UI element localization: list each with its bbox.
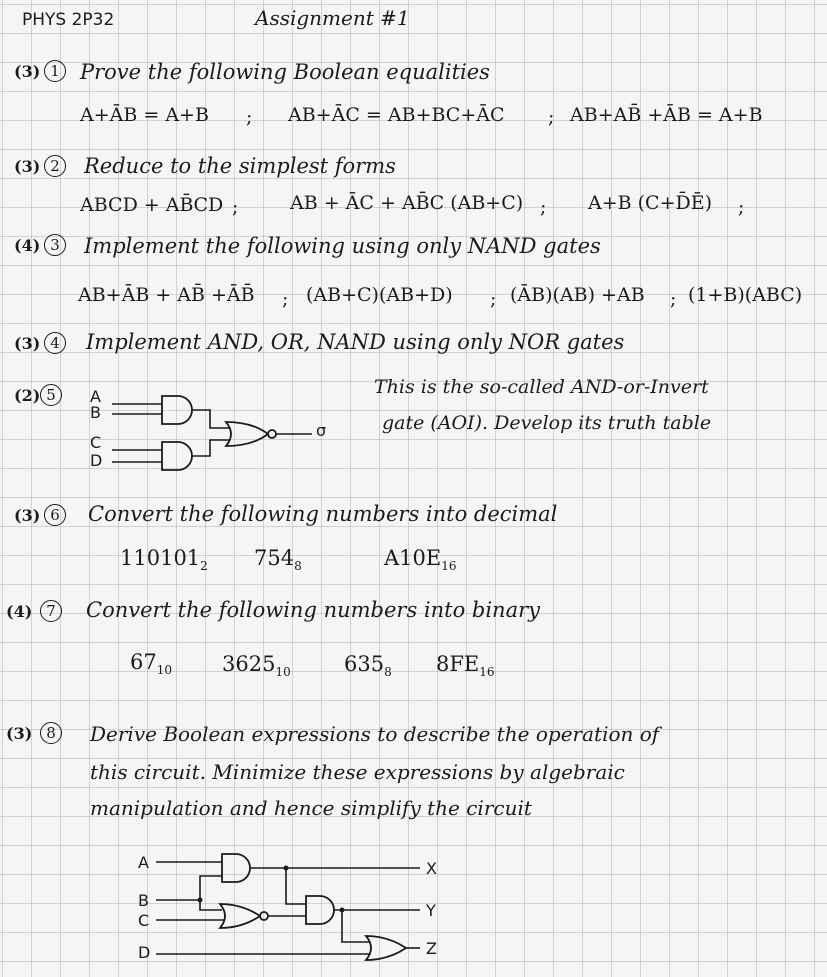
q8-output-y: Y	[426, 901, 436, 920]
q3-sep-2: ;	[490, 288, 497, 310]
q4-prompt: Implement AND, OR, NAND using only NOR gates	[86, 330, 625, 354]
q4-number: 4	[44, 332, 66, 354]
q2-sep-1: ;	[232, 196, 239, 218]
q3-prompt: Implement the following using only NAND gates	[84, 234, 601, 258]
q2-prompt: Reduce to the simplest forms	[84, 154, 396, 178]
q1-sep-1: ;	[246, 106, 253, 128]
q1-eq-3: AB+AB̄ +ĀB = A+B	[570, 104, 763, 126]
aoi-nor-gate	[226, 422, 268, 446]
aoi-and-gate-top	[162, 396, 192, 424]
q8-junction-b	[198, 898, 203, 903]
q8-output-z: Z	[426, 939, 437, 958]
q3-expr-1: AB+ĀB + AB̄ +ĀB̄	[78, 284, 255, 306]
assignment-title: Assignment #1	[255, 6, 410, 30]
q7-number-4: $8FE_{16}$	[436, 652, 495, 680]
q1-eq-1: A+ĀB = A+B	[80, 104, 209, 126]
q8-wire-and1-branch	[286, 868, 306, 904]
aoi-input-a: A	[90, 387, 101, 406]
q8-line-3: manipulation and hence simplify the circuit	[90, 796, 532, 820]
course-code: PHYS 2P32	[22, 10, 115, 30]
q3-sep-1: ;	[282, 288, 289, 310]
q5-text-line-2: gate (AOI). Develop its truth table	[382, 412, 712, 434]
q3-points: (4)	[14, 236, 41, 255]
q6-number-2: $754_8$	[254, 546, 302, 574]
aoi-input-d: D	[90, 451, 103, 470]
q3-expr-4: (1+B)(ABC)	[688, 284, 803, 306]
q1-eq-2: AB+ĀC = AB+BC+ĀC	[288, 104, 505, 126]
q8-input-a: A	[138, 853, 149, 872]
q8-input-d: D	[138, 943, 151, 962]
q8-input-b: B	[138, 891, 149, 910]
q8-output-x: X	[426, 859, 437, 878]
q4-points: (3)	[14, 334, 41, 353]
q7-points: (4)	[6, 602, 33, 621]
q7-number: 7	[40, 600, 62, 622]
q6-number-1: $110101_2$	[120, 546, 208, 574]
aoi-input-b: B	[90, 403, 101, 422]
q3-number: 3	[44, 234, 66, 256]
q6-prompt: Convert the following numbers into decimal	[88, 502, 558, 526]
q1-prompt: Prove the following Boolean equalities	[80, 60, 490, 84]
q5-number: 5	[40, 384, 62, 406]
q5-text-line-1: This is the so-called AND-or-Invert	[374, 376, 709, 398]
q2-expr-2: AB + ĀC + AB̄C (AB+C)	[290, 192, 524, 214]
q6-points: (3)	[14, 506, 41, 525]
q8-nor-gate-1	[220, 904, 260, 928]
q8-or-gate	[366, 936, 406, 960]
aoi-output-label: σ	[316, 421, 327, 440]
q7-number-2: $3625_{10}$	[222, 652, 291, 680]
q7-prompt: Convert the following numbers into binary	[86, 598, 541, 622]
q8-circuit	[130, 848, 460, 970]
aoi-wire-and2-out	[192, 440, 230, 456]
q1-sep-2: ;	[548, 106, 555, 128]
q3-expr-2: (AB+C)(AB+D)	[306, 284, 453, 306]
q2-number: 2	[44, 155, 66, 177]
q8-line-1: Derive Boolean expressions to describe the operation of	[90, 722, 660, 746]
q8-wire-b	[156, 876, 222, 900]
q3-expr-3: (ĀB)(AB) +AB	[510, 284, 645, 306]
q8-line-2: this circuit. Minimize these expressions by algebraic	[90, 760, 625, 784]
q8-wire-b-branch	[200, 900, 222, 910]
aoi-and-gate-bottom	[162, 442, 192, 470]
q8-and-gate-2	[306, 896, 334, 924]
q8-wire-and2-branch	[342, 910, 370, 942]
q3-sep-3: ;	[670, 288, 677, 310]
q2-points: (3)	[14, 157, 41, 176]
q2-sep-3: ;	[738, 196, 745, 218]
q1-number: 1	[44, 60, 66, 82]
q6-number-3: $A10E_{16}$	[384, 546, 457, 574]
q7-number-1: $67_{10}$	[130, 650, 173, 678]
q8-number: 8	[40, 722, 62, 744]
q2-sep-2: ;	[540, 196, 547, 218]
aoi-wire-and1-out	[192, 410, 230, 428]
q1-points: (3)	[14, 62, 41, 81]
q8-input-c: C	[138, 911, 150, 930]
q7-number-3: $635_8$	[344, 652, 392, 680]
aoi-circuit	[80, 384, 370, 484]
aoi-input-c: C	[90, 433, 102, 452]
q8-and-gate-1	[222, 854, 250, 882]
q8-points: (3)	[6, 724, 33, 743]
q5-points: (2)	[14, 386, 41, 405]
q6-number: 6	[44, 504, 66, 526]
q2-expr-1: ABCD + AB̄CD	[80, 194, 224, 216]
q2-expr-3: A+B (C+D̄Ē)	[588, 192, 713, 214]
